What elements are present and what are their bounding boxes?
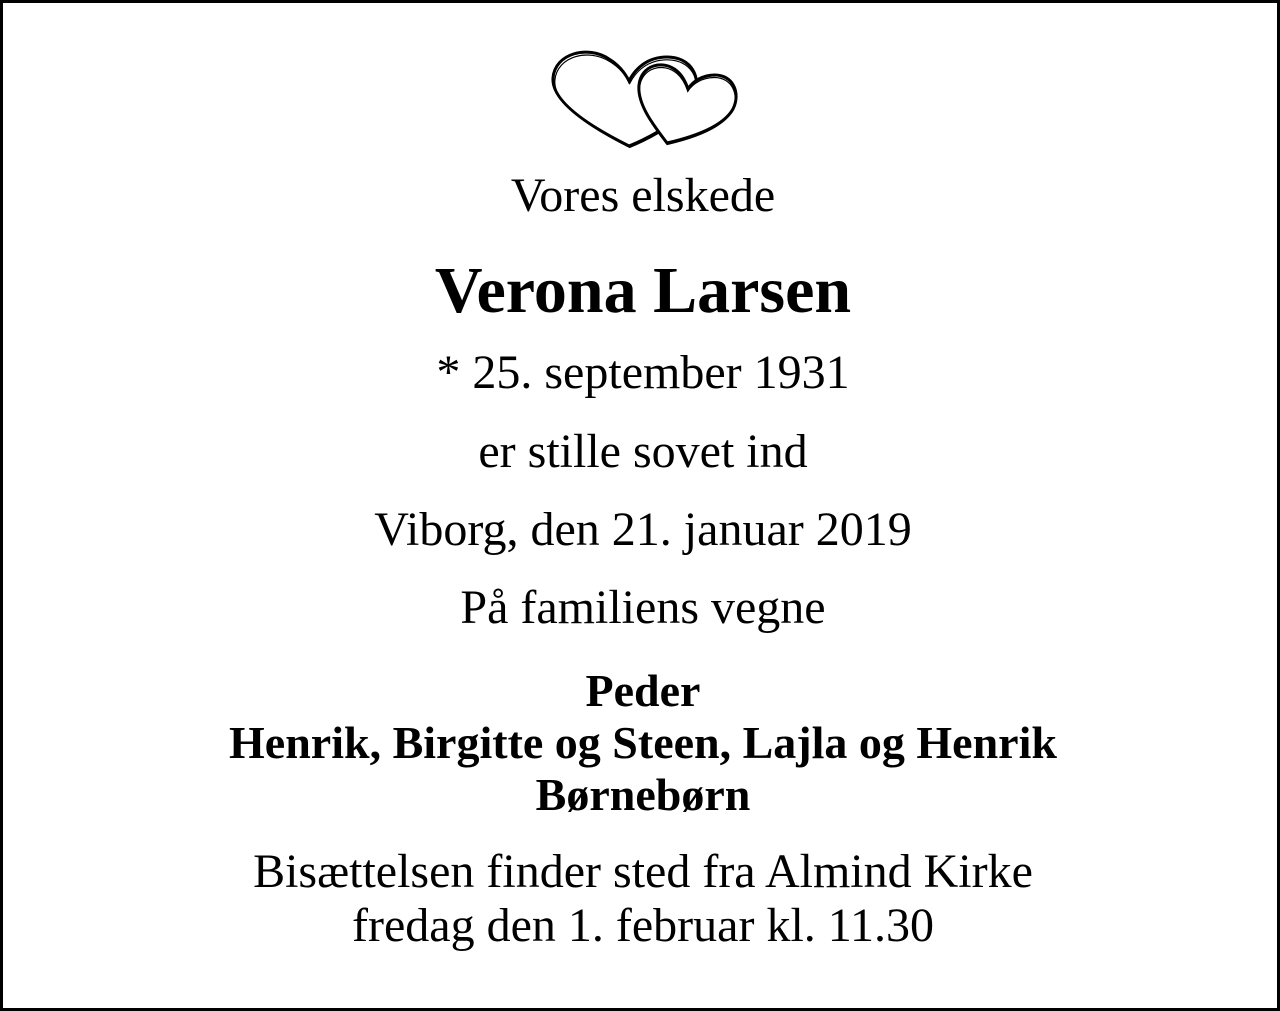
family-member-line: Peder [585, 665, 701, 716]
place-and-date: Viborg, den 21. januar 2019 [374, 503, 912, 556]
passed-away-text: er stille sovet ind [478, 425, 808, 478]
family-member-line: Børnebørn [535, 769, 751, 820]
on-behalf-text: På familiens vegne [460, 581, 826, 634]
family-members [3, 665, 1280, 821]
family-member-line: Henrik, Birgitte og Steen, Lajla og Henrik [229, 717, 1057, 768]
birth-date: * 25. september 1931 [436, 346, 850, 399]
funeral-info [3, 845, 1280, 953]
deceased-name: Verona Larsen [434, 254, 852, 327]
funeral-time: fredag den 1. februar kl. 11.30 [352, 899, 934, 952]
intro-text: Vores elskede [510, 169, 776, 222]
two-hearts-icon [543, 43, 743, 153]
funeral-location: Bisættelsen finder sted fra Almind Kirke [253, 845, 1033, 898]
